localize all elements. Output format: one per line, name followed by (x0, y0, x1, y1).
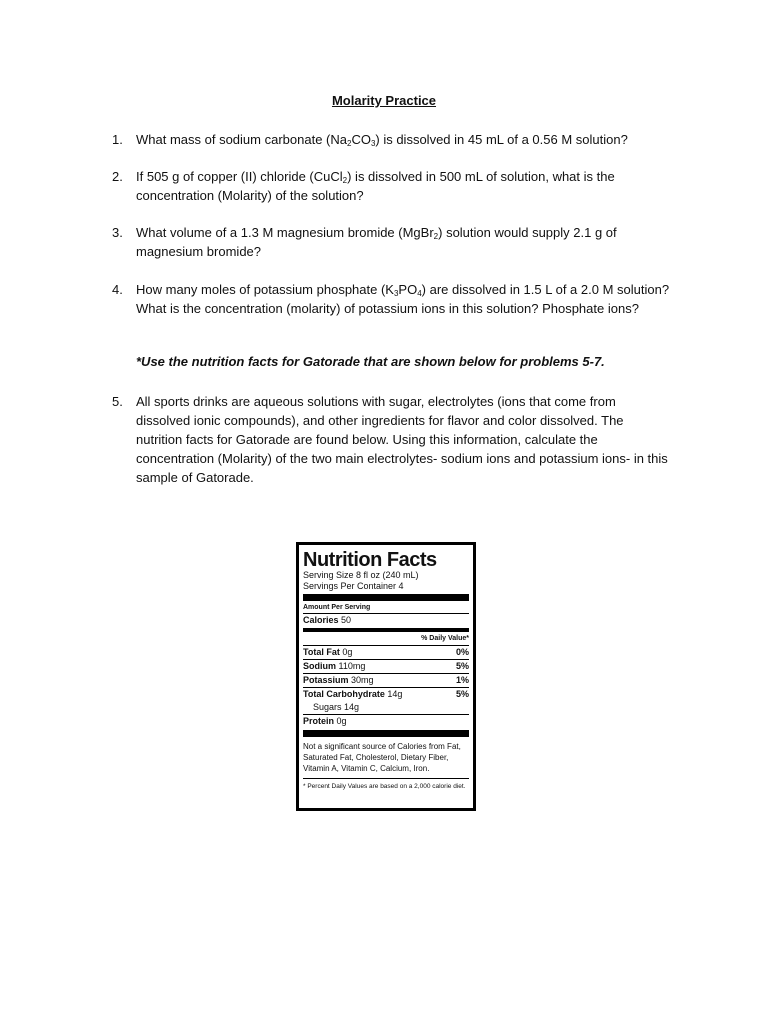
question-number: 1. (112, 132, 123, 147)
nutrition-title: Nutrition Facts (303, 549, 437, 571)
question-1: 1. What mass of sodium carbonate $(Na_2CO_3)$ is dissolved in 45 mL of a 0.56 M solution? (112, 132, 628, 148)
divider (303, 730, 469, 737)
divider (303, 594, 469, 601)
question-3: 3. What volume of a 1.3 M magnesium bromide (MgBr$_2$) solution would supply 2.1 g of magnesium bromide? (112, 225, 617, 259)
nutrient-row: Sodium 110mg 5% (303, 661, 469, 671)
servings-per-container: Servings Per Container 4 (303, 581, 404, 591)
amount-per-serving: Amount Per Serving (303, 604, 371, 611)
question-number: 3. (112, 225, 123, 240)
serving-size: Serving Size 8 fl oz (240 mL) (303, 570, 419, 580)
question-number: 5. (112, 394, 123, 409)
question-number: 2. (112, 169, 123, 184)
nutrient-row: Potassium 30mg 1% (303, 675, 469, 685)
question-number: 4. (112, 282, 123, 297)
daily-value-header: % Daily Value* (421, 635, 469, 642)
nutrition-footer: Not a significant source of Calories from Fat, Saturated Fat, Cholesterol, Dietary Fiber, Vitamin A, Vitamin C, Calcium, Iron. (303, 742, 461, 773)
question-2: 2. If 505 g of copper (II) chloride (CuCl$_2$) is dissolved in 500 mL of solution, what is the concentration (Molarity) of the solution? (112, 169, 615, 203)
protein-row: Protein 0g (303, 716, 347, 726)
nutrient-row: Total Fat 0g 0% (303, 647, 469, 657)
question-5: 5. All sports drinks are aqueous solutions with sugar, electrolytes (ions that come from dissolved ionic compounds), and other ingredients for flavor and color dissolved. The nutrition facts for Gatorade are found below. Using this information, calculate the concentration (Molarity) of the two main electrolytes- sodium ions and potassium ions- in this sample of Gatorade. (112, 394, 668, 485)
nutrition-facts-label (296, 542, 476, 811)
instruction-note: *Use the nutrition facts for Gatorade that are shown below for problems 5-7. (136, 354, 605, 369)
divider (303, 628, 469, 632)
page-title: Molarity Practice (331, 93, 437, 108)
question-4: 4. How many moles of potassium phosphate $(K_3PO_4)$ are dissolved in 1.5 L of a 2.0 M solution? What is the concentration (molarity) of potassium ions in this solution? Phosphate ions? (112, 282, 670, 316)
calories-row: Calories 50 (303, 615, 352, 625)
sugars-row: Sugars 14g (313, 702, 360, 712)
nutrient-row: Total Carbohydrate 14g 5% (303, 689, 469, 699)
nutrition-footnote: * Percent Daily Values are based on a 2,000 calorie diet. (303, 783, 466, 790)
